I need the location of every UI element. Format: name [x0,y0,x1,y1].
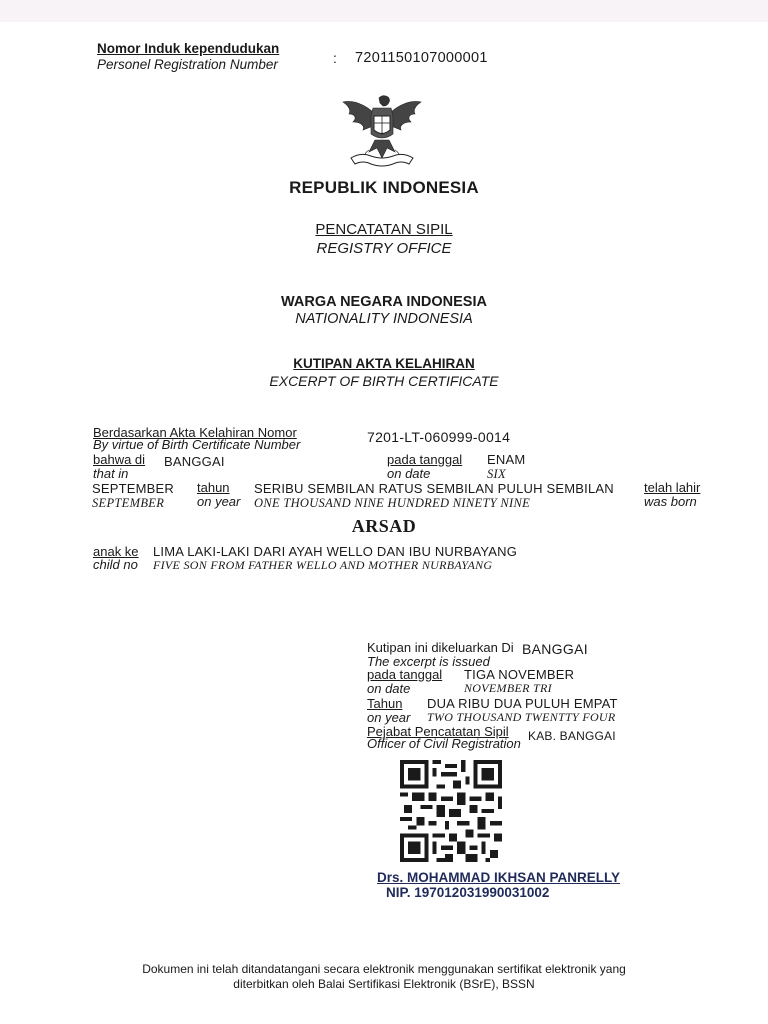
title-nationality-en: NATIONALITY INDONESIA [295,311,473,327]
title-office-en: REGISTRY OFFICE [316,240,452,257]
birth-day: ENAM [487,452,526,467]
title-document: KUTIPAN AKTA KELAHIRAN [293,356,475,371]
qr-code-icon [400,760,502,862]
title-document-en: EXCERPT OF BIRTH CERTIFICATE [269,373,499,389]
born-label: telah lahir [644,480,701,495]
official-name: Drs. MOHAMMAD IKHSAN PANRELLY [377,870,621,885]
year-label-block [197,481,240,509]
year-label-en: on year [197,494,241,509]
child-label-en: child no [93,557,138,572]
nik-label-block [97,41,279,74]
certificate-number: 7201-LT-060999-0014 [367,429,511,445]
date-label: pada tanggal [387,452,463,467]
issued-label-en: The excerpt is issued [367,654,490,669]
title-office: PENCATATAN SIPIL [315,221,453,238]
born-label-block [644,481,700,509]
official-nip: NIP. 197012031990031002 [386,885,550,900]
child-name: ARSAD [351,516,417,536]
officer-label-block [367,726,521,750]
top-band [0,0,768,22]
issued-year: DUA RIBU DUA PULUH EMPAT [427,696,618,711]
nik-colon: : [333,50,338,66]
child-label: anak ke [93,544,139,559]
title-country: REPUBLIK INDONESIA [289,178,479,197]
basis-label-en: By virtue of Birth Certificate Number [93,437,301,452]
child-desc: LIMA LAKI-LAKI DARI AYAH WELLO DAN IBU NURBAYANG [153,544,518,559]
title-nationality: WARGA NEGARA INDONESIA [281,294,487,310]
nik-value: 7201150107000001 [355,50,488,66]
basis-label: Berdasarkan Akta Kelahiran Nomor [93,425,297,440]
basis-label-block [93,427,300,451]
date-label-block [387,453,462,481]
date-label-en: on date [387,466,431,481]
officer-office: KAB. BANGGAI [528,729,616,743]
issued-year-en: TWO THOUSAND TWENTTY FOUR [427,710,616,724]
birth-place: BANGGAI [164,454,225,469]
issued-label: Kutipan ini dikeluarkan Di [367,640,514,655]
child-desc-en: FIVE SON FROM FATHER WELLO AND MOTHER NURBAYANG [153,558,493,572]
issued-label-block [367,641,514,669]
issued-date-en: NOVEMBER TRI [464,681,552,695]
issued-year-label-en: on year [367,710,411,725]
year-label: tahun [197,480,230,495]
child-desc-block [153,545,517,572]
garuda-emblem-icon [339,92,425,170]
birth-day-en: SIX [487,467,506,481]
issued-date-block [464,668,574,695]
footer-line-2: diterbitkan oleh Balai Sertifikasi Elektronik (BSrE), BSSN [233,977,535,991]
issued-year-label-block [367,697,410,725]
born-label-en: was born [644,494,697,509]
place-label: bahwa di [93,452,146,467]
issued-year-label: Tahun [367,696,403,711]
day-block [487,453,525,481]
month-block [92,482,174,510]
issued-date-label-en: on date [367,681,411,696]
birth-year-en: ONE THOUSAND NINE HUNDRED NINETY NINE [254,496,531,510]
footer-line-1: Dokumen ini telah ditandatangani secara elektronik menggunakan sertifikat elektronik yang [142,962,626,976]
issued-year-block [427,697,618,724]
issued-place: BANGGAI [522,641,588,657]
place-label-block [93,453,145,481]
birth-year: SERIBU SEMBILAN RATUS SEMBILAN PULUH SEMBILAN [254,481,614,496]
nik-label-en: Personel Registration Number [97,57,278,72]
year-block [254,482,614,510]
issued-date-label: pada tanggal [367,667,443,682]
officer-label-en: Officer of Civil Registration [367,736,521,751]
officer-label: Pejabat Pencatatan Sipil [367,724,509,739]
issued-date-label-block [367,668,442,696]
nik-label: Nomor Induk kependudukan [97,41,280,56]
child-label-block [93,545,139,571]
place-label-en: that in [93,466,129,481]
birth-month-en: SEPTEMBER [92,496,165,510]
issued-date: TIGA NOVEMBER [464,667,575,682]
birth-month: SEPTEMBER [92,481,174,496]
